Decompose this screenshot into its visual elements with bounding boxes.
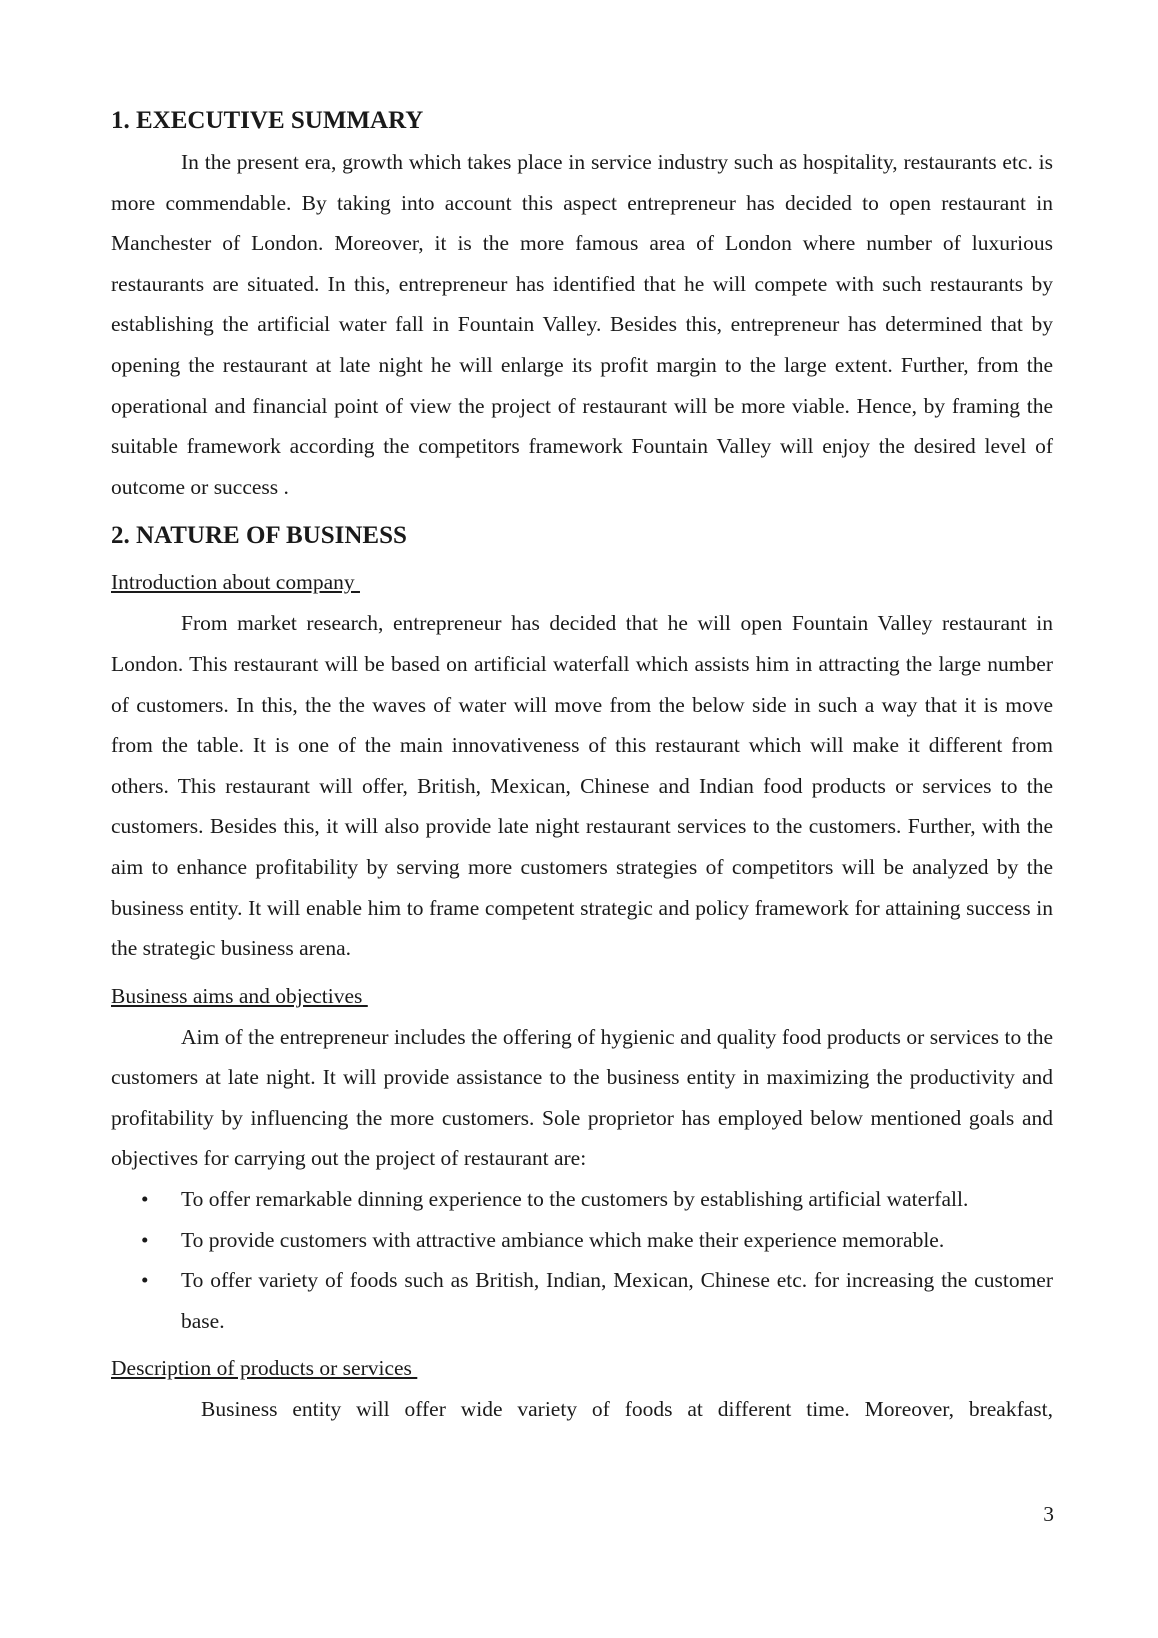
bullet-icon: • (141, 1187, 149, 1212)
objectives-list (111, 1179, 1053, 1341)
aims-paragraph: Aim of the entrepreneur includes the offering of hygienic and quality food products or services to the customers at late night. It will provide assistance to the business entity in maximizing the productivity and profitability by influencing the more customers. Sole proprietor has employed below mentioned goals and objectives for carrying out the project of restaurant are: (111, 1024, 1053, 1171)
subheading-products-services: Description of products or services (111, 1356, 418, 1381)
list-item (111, 1220, 1053, 1261)
bullet-icon: • (141, 1227, 149, 1252)
list-item (111, 1260, 1053, 1341)
executive-summary-paragraph: In the present era, growth which takes place in service industry such as hospitality, restaurants etc. is more commendable. By taking into account this aspect entrepreneur has decided to open restaurant in Manchester of London. Moreover, it is the more famous area of London where number of luxurious restaurants are situated. In this, entrepreneur has identified that he will compete with such restaurants by establishing the artificial water fall in Fountain Valley. Besides this, entrepreneur has determined that by opening the restaurant at late night he will enlarge its profit margin to the large extent. Further, from the operational and financial point of view the project of restaurant will be more viable. Hence, by framing the suitable framework according the competitors framework Fountain Valley will enjoy the desired level of outcome or success . (111, 150, 1053, 499)
list-item-text: To offer variety of foods such as British, Indian, Mexican, Chinese etc. for increasing the customer base. (181, 1268, 1053, 1333)
products-paragraph: Business entity will offer wide variety of foods at different time. Moreover, breakfast, (201, 1397, 1053, 1422)
bullet-icon: • (141, 1268, 149, 1293)
section-heading-executive-summary: 1. EXECUTIVE SUMMARY (111, 107, 424, 134)
list-item-text: To offer remarkable dinning experience to the customers by establishing artificial waterfall. (181, 1187, 969, 1212)
section-heading-nature-of-business: 2. NATURE OF BUSINESS (111, 522, 407, 550)
list-item-text: To provide customers with attractive ambiance which make their experience memorable. (181, 1227, 945, 1252)
subheading-introduction: Introduction about company (111, 570, 360, 595)
list-item (111, 1179, 1053, 1220)
subheading-aims-objectives: Business aims and objectives (111, 983, 368, 1008)
page-number: 3 (1043, 1502, 1054, 1526)
introduction-paragraph: From market research, entrepreneur has decided that he will open Fountain Valley restaurant in London. This restaurant will be based on artificial waterfall which assists him in attracting the large number of customers. In this, the the waves of water will move from the below side in such a way that it is move from the table. It is one of the main innovativeness of this restaurant which will make it different from others. This restaurant will offer, British, Mexican, Chinese and Indian food products or services to the customers. Besides this, it will also provide late night restaurant services to the customers. Further, with the aim to enhance profitability by serving more customers strategies of competitors will be analyzed by the business entity. It will enable him to frame competent strategic and policy framework for attaining success in the strategic business arena. (111, 611, 1053, 961)
document-page (111, 106, 1053, 1430)
